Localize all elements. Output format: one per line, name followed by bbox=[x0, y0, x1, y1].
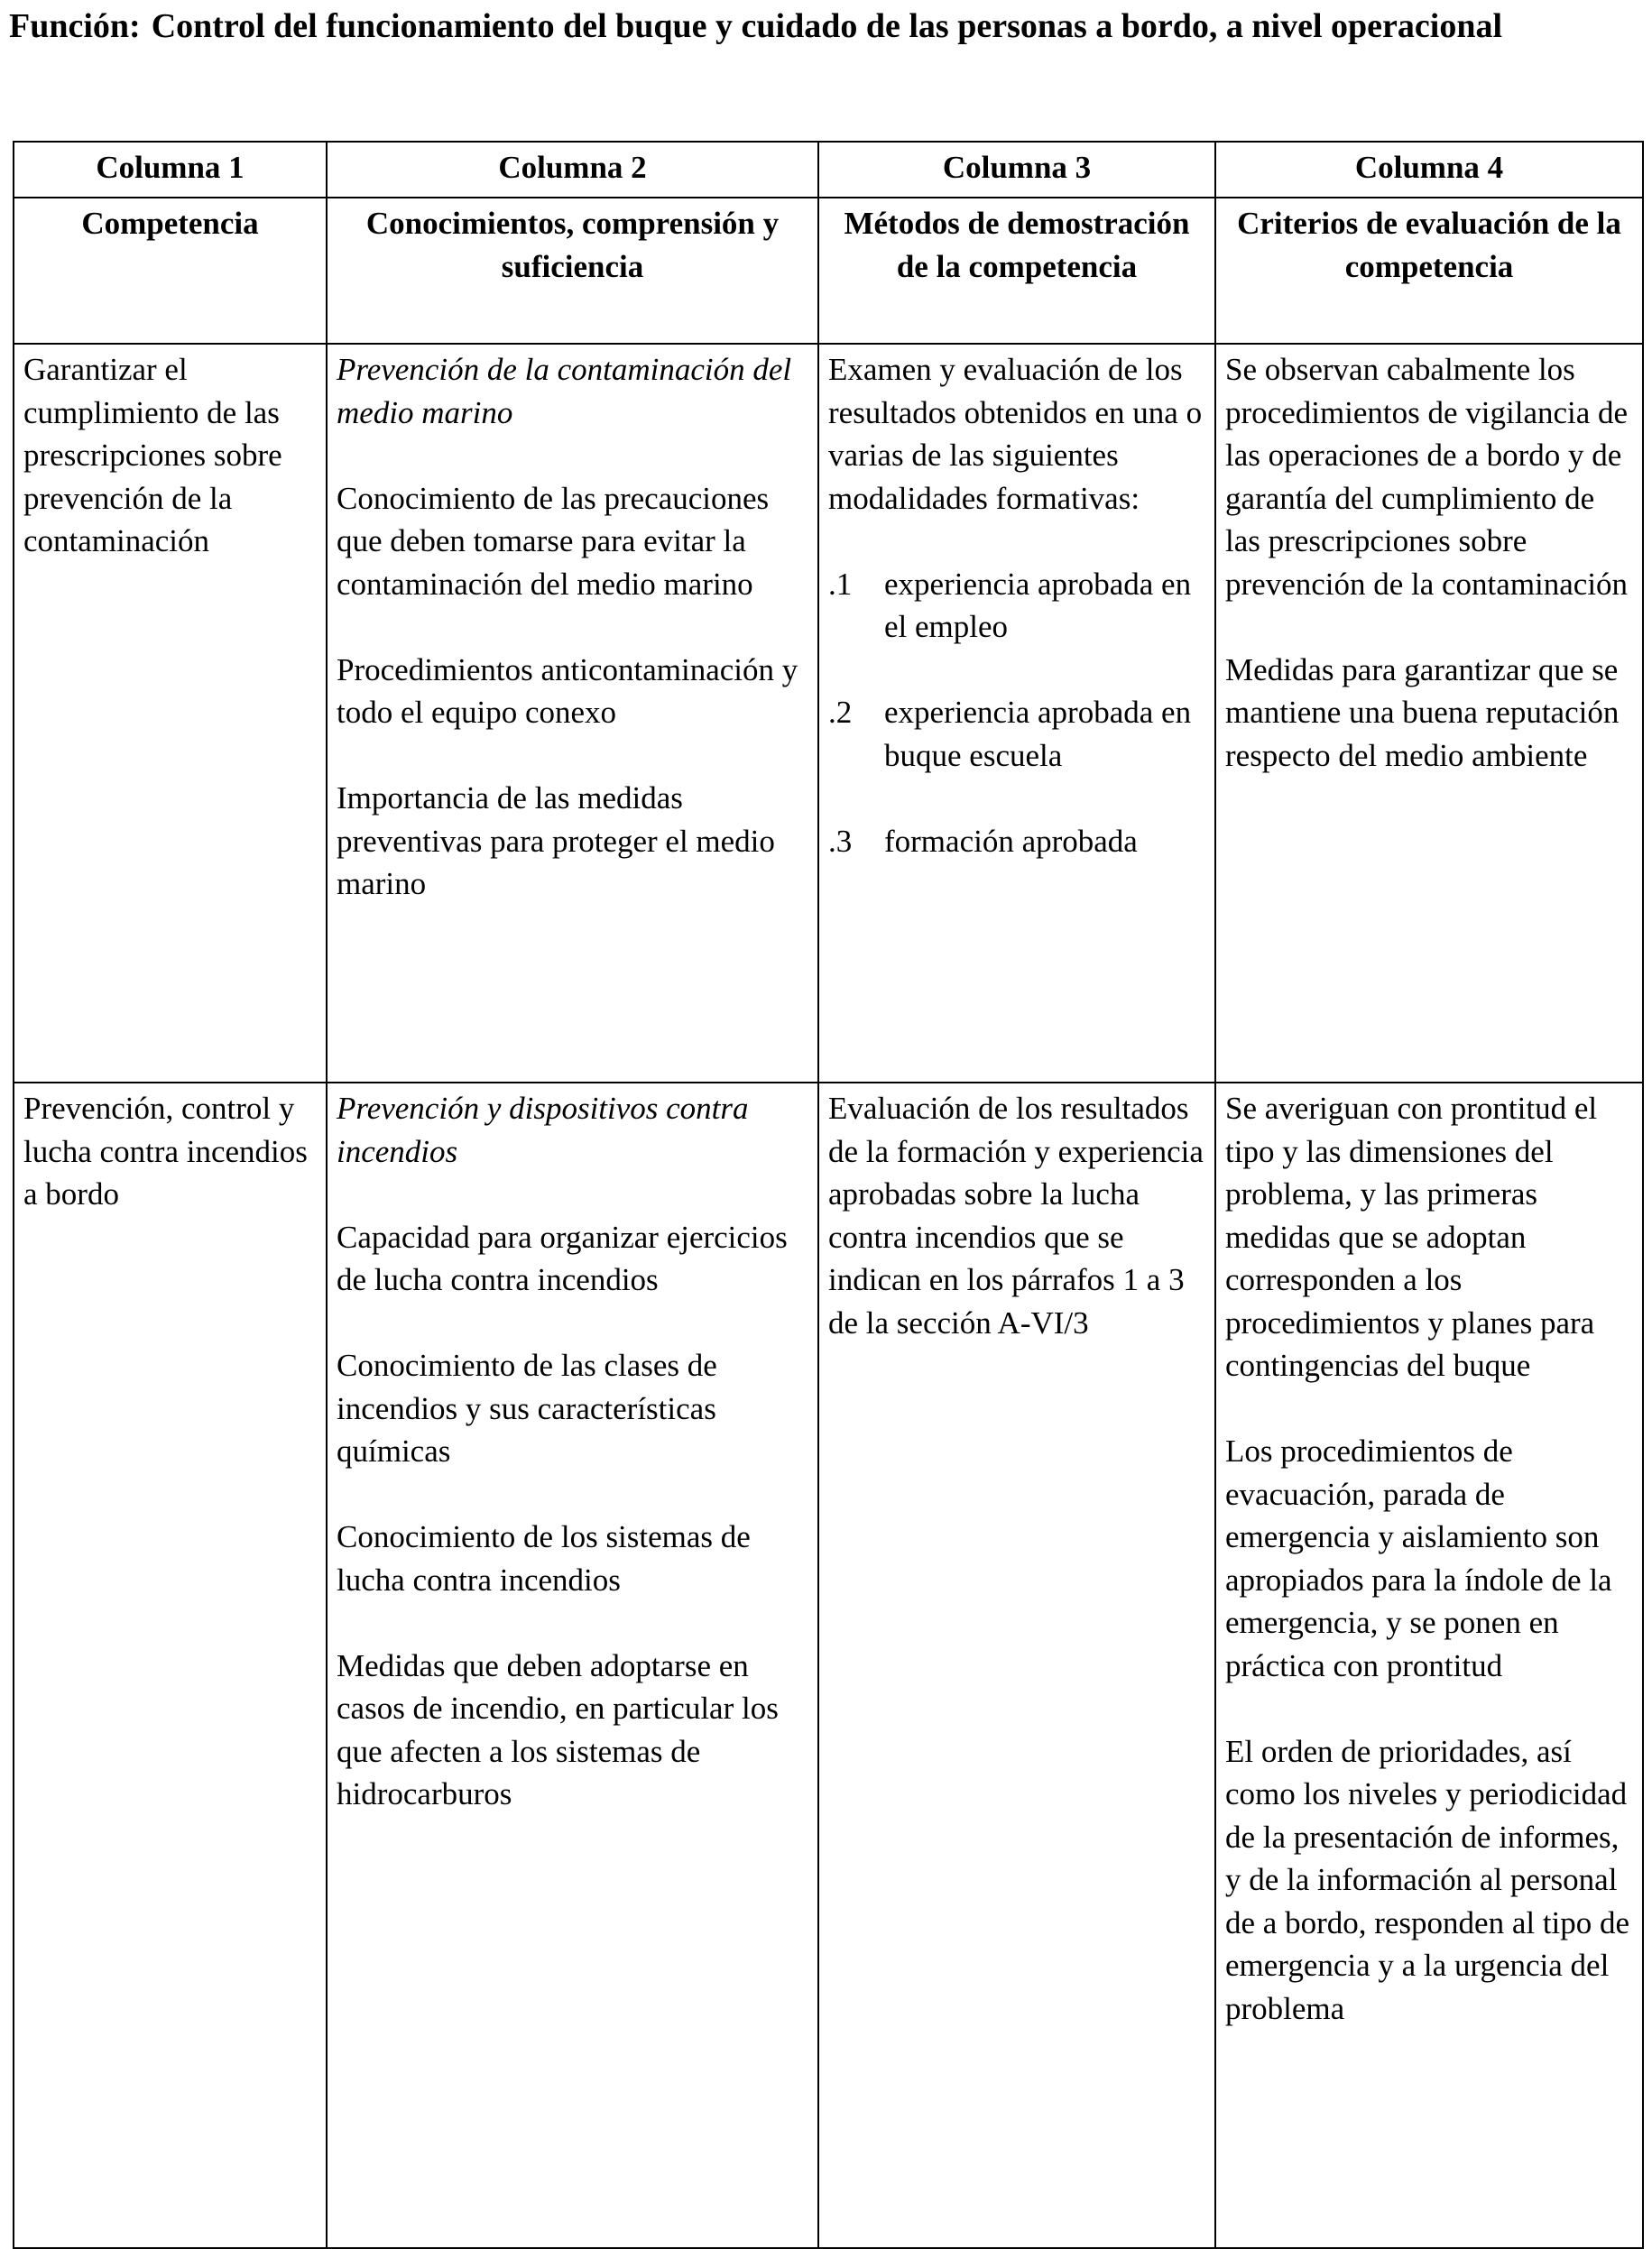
competence-table bbox=[13, 141, 1644, 2249]
conocimientos-title: Prevención de la contaminación del medio marino bbox=[337, 352, 792, 430]
conocimientos-cell bbox=[327, 344, 818, 1083]
criterios-item: Se observan cabalmente los procedimientos de vigilancia de las operaciones de a bordo y de garantía del cumplimiento de las prescripciones sobre prevención de la contaminación bbox=[1225, 352, 1629, 602]
conocimientos-title: Prevención y dispositivos contra incendios bbox=[337, 1091, 749, 1169]
conocimientos-item: Procedimientos anticontaminación y todo el equipo conexo bbox=[337, 651, 798, 730]
competencia-text: Prevención, control y lucha contra incendios a bordo bbox=[23, 1091, 308, 1212]
column-heading-conocimientos: Conocimientos, comprensión y suficiencia bbox=[327, 198, 818, 344]
function-label: Función: bbox=[9, 7, 141, 45]
column-heading-metodos: Métodos de demostración de la competencia bbox=[818, 198, 1215, 344]
criterios-item: Medidas para garantizar que se mantiene una buena reputación respecto del medio ambiente bbox=[1225, 651, 1620, 773]
criterios-cell bbox=[1215, 1083, 1643, 2248]
column-heading-criterios: Criterios de evaluación de la competencia bbox=[1215, 198, 1643, 344]
metodos-item-number: .1 bbox=[828, 566, 853, 602]
column-number-4: Columna 4 bbox=[1215, 142, 1643, 198]
metodos-item-number: .3 bbox=[828, 823, 853, 859]
metodos-intro: Evaluación de los resultados de la formación y experiencia aprobadas sobre la lucha contra incendios que se indican en los párrafos 1 a 3 de la sección A-VI/3 bbox=[828, 1091, 1204, 1341]
metodos-item-text: formación aprobada bbox=[884, 823, 1138, 859]
conocimientos-item: Conocimiento de los sistemas de lucha contra incendios bbox=[337, 1519, 751, 1598]
criterios-item: Se averiguan con prontitud el tipo y las dimensiones del problema, y las primeras medidas que se adoptan corresponden a los procedimientos y planes para contingencias del buque bbox=[1225, 1091, 1598, 1383]
metodos-list-item bbox=[828, 563, 1205, 649]
metodos-intro: Examen y evaluación de los resultados obtenidos en una o varias de las siguientes modalidades formativas: bbox=[828, 352, 1203, 516]
column-number-2: Columna 2 bbox=[327, 142, 818, 198]
competencia-text: Garantizar el cumplimiento de las prescripciones sobre prevención de la contaminación bbox=[23, 352, 282, 558]
metodos-list-item bbox=[828, 691, 1205, 777]
column-number-3: Columna 3 bbox=[818, 142, 1215, 198]
criterios-item: Los procedimientos de evacuación, parada de emergencia y aislamiento son apropiados para la índole de la emergencia, y se ponen en práctica con prontitud bbox=[1225, 1433, 1612, 1683]
metodos-cell bbox=[818, 344, 1215, 1083]
metodos-list-item bbox=[828, 820, 1205, 863]
conocimientos-cell bbox=[327, 1083, 818, 2248]
metodos-item-number: .2 bbox=[828, 695, 853, 730]
criterios-cell bbox=[1215, 344, 1643, 1083]
conocimientos-item: Conocimiento de las clases de incendios y sus características químicas bbox=[337, 1348, 717, 1469]
competencia-cell bbox=[14, 1083, 327, 2248]
column-heading-competencia: Competencia bbox=[14, 198, 327, 344]
function-heading bbox=[9, 5, 1633, 47]
table-row bbox=[14, 1083, 1643, 2248]
criterios-item: El orden de prioridades, así como los niveles y periodicidad de la presentación de informes, y de la información al personal de a bordo, responden al tipo de emergencia y a la urgencia del problema bbox=[1225, 1733, 1630, 2026]
column-number-row bbox=[14, 142, 1643, 198]
conocimientos-item: Conocimiento de las precauciones que deben tomarse para evitar la contaminación del medio marino bbox=[337, 480, 770, 602]
function-title: Control del funcionamiento del buque y cuidado de las personas a bordo, a nivel operacional bbox=[151, 7, 1503, 45]
competencia-cell bbox=[14, 344, 327, 1083]
metodos-cell bbox=[818, 1083, 1215, 2248]
column-heading-row bbox=[14, 198, 1643, 344]
metodos-item-text: experiencia aprobada en el empleo bbox=[884, 566, 1192, 644]
conocimientos-item: Importancia de las medidas preventivas para proteger el medio marino bbox=[337, 780, 775, 901]
column-number-1: Columna 1 bbox=[14, 142, 327, 198]
conocimientos-item: Medidas que deben adoptarse en casos de incendio, en particular los que afecten a los sistemas de hidrocarburos bbox=[337, 1647, 779, 1811]
conocimientos-item: Capacidad para organizar ejercicios de lucha contra incendios bbox=[337, 1219, 788, 1297]
metodos-item-text: experiencia aprobada en buque escuela bbox=[884, 695, 1192, 773]
table-row bbox=[14, 344, 1643, 1083]
